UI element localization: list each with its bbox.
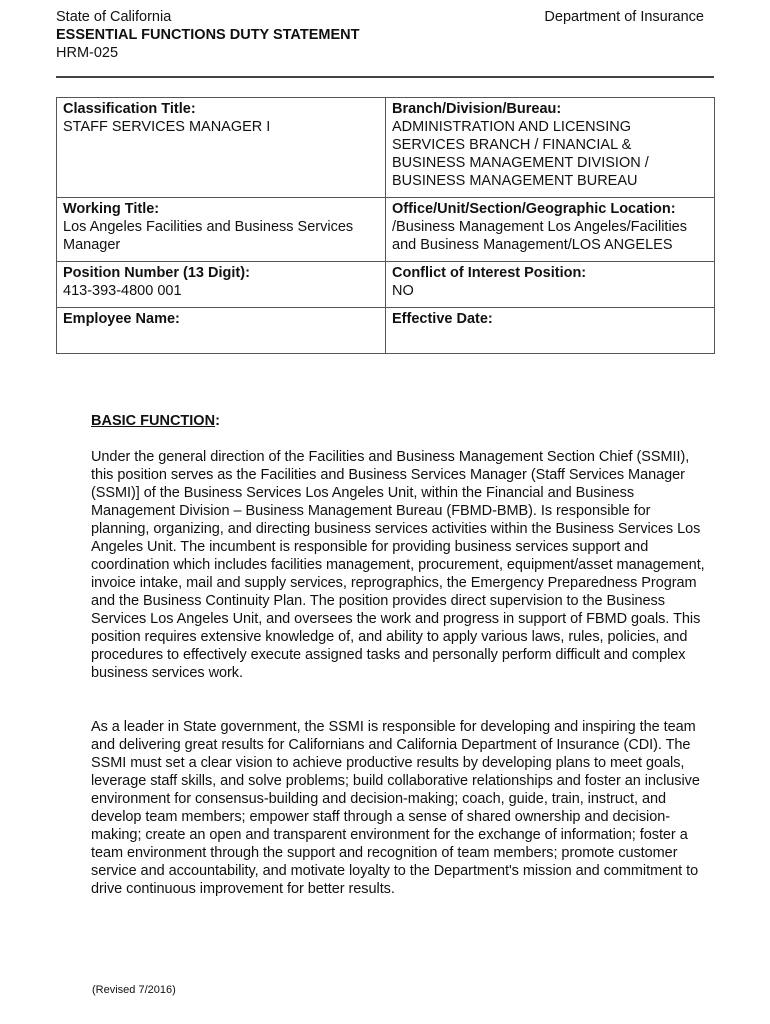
basic-function-paragraph-1: Under the general direction of the Facilities and Business Management Section Chief (SSMII), this position serves as the Facilities and Business Services Manager (Staff Services Manager (SSMI)] of the Business Services Los Angeles Unit, within the Financial and Business Management Division – Business Management Bureau (FBMD-BMB). Is responsible for planning, organizing, and directing business services activities within the Business Services Los Angeles Unit. The incumbent is responsible for providing business services support and coordination which includes facilities management, procurement, equipment/asset management, invoice intake, mail and supply services, reprographics, the Emergency Preparedness Program and the Business Continuity Plan. The position provides direct supervision to the Business Services Los Angeles Unit, and oversees the work and progress in support of FBMD goals. This position requires extensive knowledge of, and ability to apply various laws, rules, policies, and procedures to effectively execute assigned tasks and personally perform difficult and complex business services work. [91,449,705,681]
branch-label: Branch/Division/Bureau: [392,101,562,117]
employee-name-cell [57,308,386,354]
working-title-cell [57,198,386,262]
position-info-table [56,97,715,354]
conflict-of-interest-cell [386,262,715,308]
working-title-label: Working Title: [63,201,160,217]
section-heading [91,412,711,430]
classification-title-cell [57,98,386,198]
document-header [56,8,359,62]
basic-function-paragraph-2: As a leader in State government, the SSMI is responsible for developing and inspiring the team and delivering great results for Californians and California Department of Insurance (CDI). The SSMI must set a clear vision to achieve productive results by developing plans to meet goals, leverage staff skills, and solve problems; build collaborative relationships and foster an inclusive environment for consensus-building and decision-making; coach, guide, train, instruct, and develop team members; empower staff through a sense of shared ownership and decision-making; create an open and transparent environment for the exchange of information; foster a team environment through the support and recognition of team members; promote customer service and accountability, and motivate loyalty to the Department's mission and commitment to drive continuous improvement for better results. [91,719,700,897]
document-title: ESSENTIAL FUNCTIONS DUTY STATEMENT [56,27,360,43]
branch-cell [386,98,715,198]
position-number-cell [57,262,386,308]
revision-note: (Revised 7/2016) [92,984,176,996]
table-row [57,98,715,198]
employee-name-label: Employee Name: [63,311,180,327]
header-divider [56,76,714,78]
position-number-value: 413-393-4800 001 [63,283,182,299]
heading-colon: : [215,413,220,429]
header-state: State of California [56,9,172,25]
basic-function-heading: BASIC FUNCTION [91,413,216,429]
department-name: Department of Insurance [544,9,704,25]
office-location-label: Office/Unit/Section/Geographic Location: [392,201,676,217]
conflict-of-interest-value: NO [392,283,414,299]
effective-date-label: Effective Date: [392,311,493,327]
table-row [57,262,715,308]
table-row [57,308,715,354]
form-number: HRM-025 [56,45,119,61]
position-number-label: Position Number (13 Digit): [63,265,250,281]
basic-function-section [91,412,711,934]
office-location-cell [386,198,715,262]
office-location-value: /Business Management Los Angeles/Facilities and Business Management/LOS ANGELES [392,219,687,253]
table-row [57,198,715,262]
conflict-of-interest-label: Conflict of Interest Position: [392,265,587,281]
classification-title-label: Classification Title: [63,101,196,117]
working-title-value: Los Angeles Facilities and Business Services Manager [63,219,354,253]
classification-title-value: STAFF SERVICES MANAGER I [63,119,271,135]
effective-date-cell [386,308,715,354]
branch-value: ADMINISTRATION AND LICENSING SERVICES BRANCH / FINANCIAL & BUSINESS MANAGEMENT DIVISION / BUSINESS MANAGEMENT BUREAU [392,119,649,189]
